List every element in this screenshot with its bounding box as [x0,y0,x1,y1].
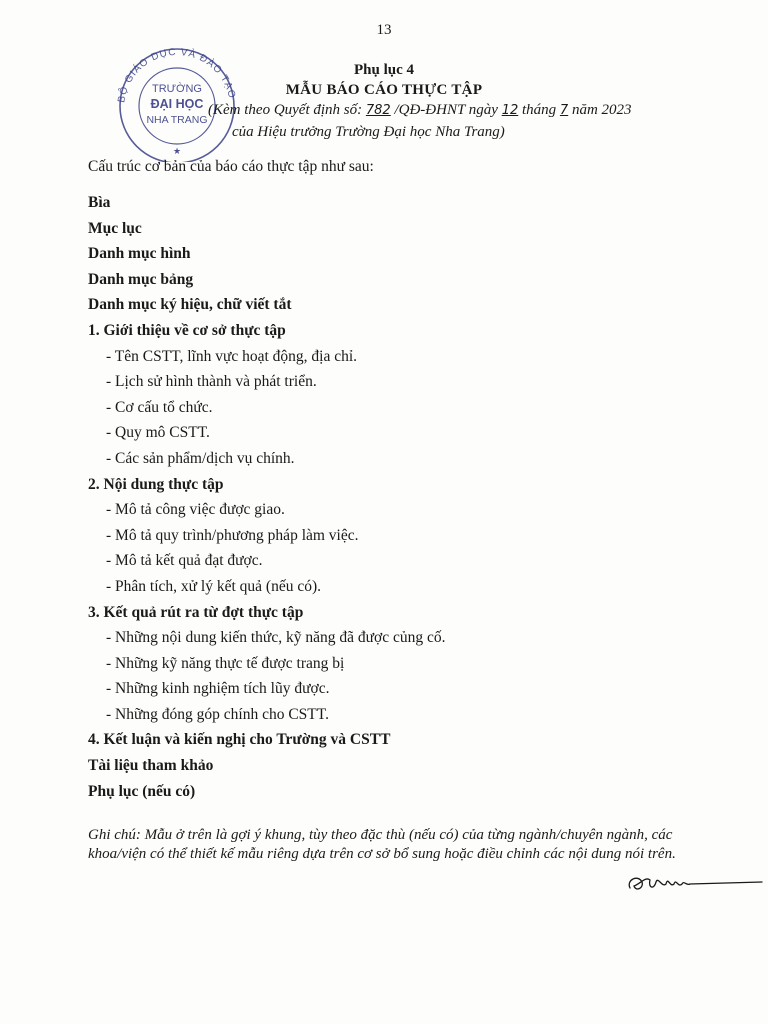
decision-day: 12 [501,103,519,118]
outline-heading: Danh mục hình [88,245,191,263]
outline-item: - Mô tả kết quả đạt được. [106,552,263,570]
outline-heading: 3. Kết quả rút ra từ đợt thực tập [88,603,304,621]
seal-star-icon: ★ [172,146,182,156]
outline-item: - Tên CSTT, lĩnh vực hoạt động, địa chỉ. [106,347,358,365]
footnote [88,826,700,864]
outline-heading: 4. Kết luận và kiến nghị cho Trường và CSTT [88,731,391,749]
page-number: 13 [376,22,392,38]
outline-heading: Danh mục bảng [88,270,194,288]
handwritten-signature [624,862,764,902]
outline-heading: 1. Giới thiệu về cơ sở thực tập [88,321,286,339]
outline-heading: Tài liệu tham khảo [88,757,214,775]
issuer-line: của Hiệu trưởng Trường Đại học Nha Trang) [232,124,505,140]
decision-reference [208,102,632,119]
outline-item: - Lịch sử hình thành và phát triển. [106,373,317,391]
outline-heading: Mục lục [88,219,142,237]
outline-item: - Những đóng góp chính cho CSTT. [106,705,329,723]
appendix-label: Phụ lục 4 [353,62,414,78]
intro-text: Cấu trúc cơ bản của báo cáo thực tập như sau: [88,158,374,175]
outline-item: - Những nội dung kiến thức, kỹ năng đã được củng cố. [106,629,446,647]
decision-number: 782 [365,103,391,118]
decision-month: 7 [559,103,569,118]
decision-middle: /QĐ-ĐHNT ngày [390,102,502,118]
seal-line-1: TRƯỜNG [152,83,202,95]
outline-item: - Những kinh nghiệm tích lũy được. [106,680,330,698]
form-title: MẪU BÁO CÁO THỰC TẬP [285,82,483,98]
outline-item: - Mô tả quy trình/phương pháp làm việc. [106,526,359,544]
outline-item: - Phân tích, xử lý kết quả (nếu có). [106,577,322,595]
seal-line-2: ĐẠI HỌC [150,97,204,111]
seal-outer-path: BỘ GIÁO DỤC VÀ ĐÀO TẠO [116,46,238,104]
outline-heading: Phụ lục (nếu có) [88,782,196,800]
outline-item: - Những kỹ năng thực tế được trang bị [106,654,345,672]
outline-heading: Danh mục ký hiệu, chữ viết tắt [88,296,292,314]
report-outline [88,190,708,804]
outline-item: - Quy mô CSTT. [106,424,210,442]
footnote-label: Ghi chú: [88,827,141,843]
decision-year: năm 2023 [568,102,632,118]
outline-heading: 2. Nội dung thực tập [88,475,224,493]
decision-month-label: tháng [518,102,560,118]
outline-item: - Các sản phẩm/dịch vụ chính. [106,449,295,467]
outline-item: - Mô tả công việc được giao. [106,501,285,519]
decision-prefix: (Kèm theo Quyết định số: [208,102,366,118]
outline-heading: Bìa [88,194,111,211]
seal-line-3: NHA TRANG [146,114,208,126]
footnote-text: Mẫu ở trên là gợi ý khung, tùy theo đặc thù (nếu có) của từng ngành/chuyên ngành, các khoa/viện có thể thiết kế mẫu riêng dựa trên cơ sở bổ sung hoặc điều chỉnh các nội dung nói trên. [88,827,676,862]
outline-item: - Cơ cấu tổ chức. [106,398,213,416]
